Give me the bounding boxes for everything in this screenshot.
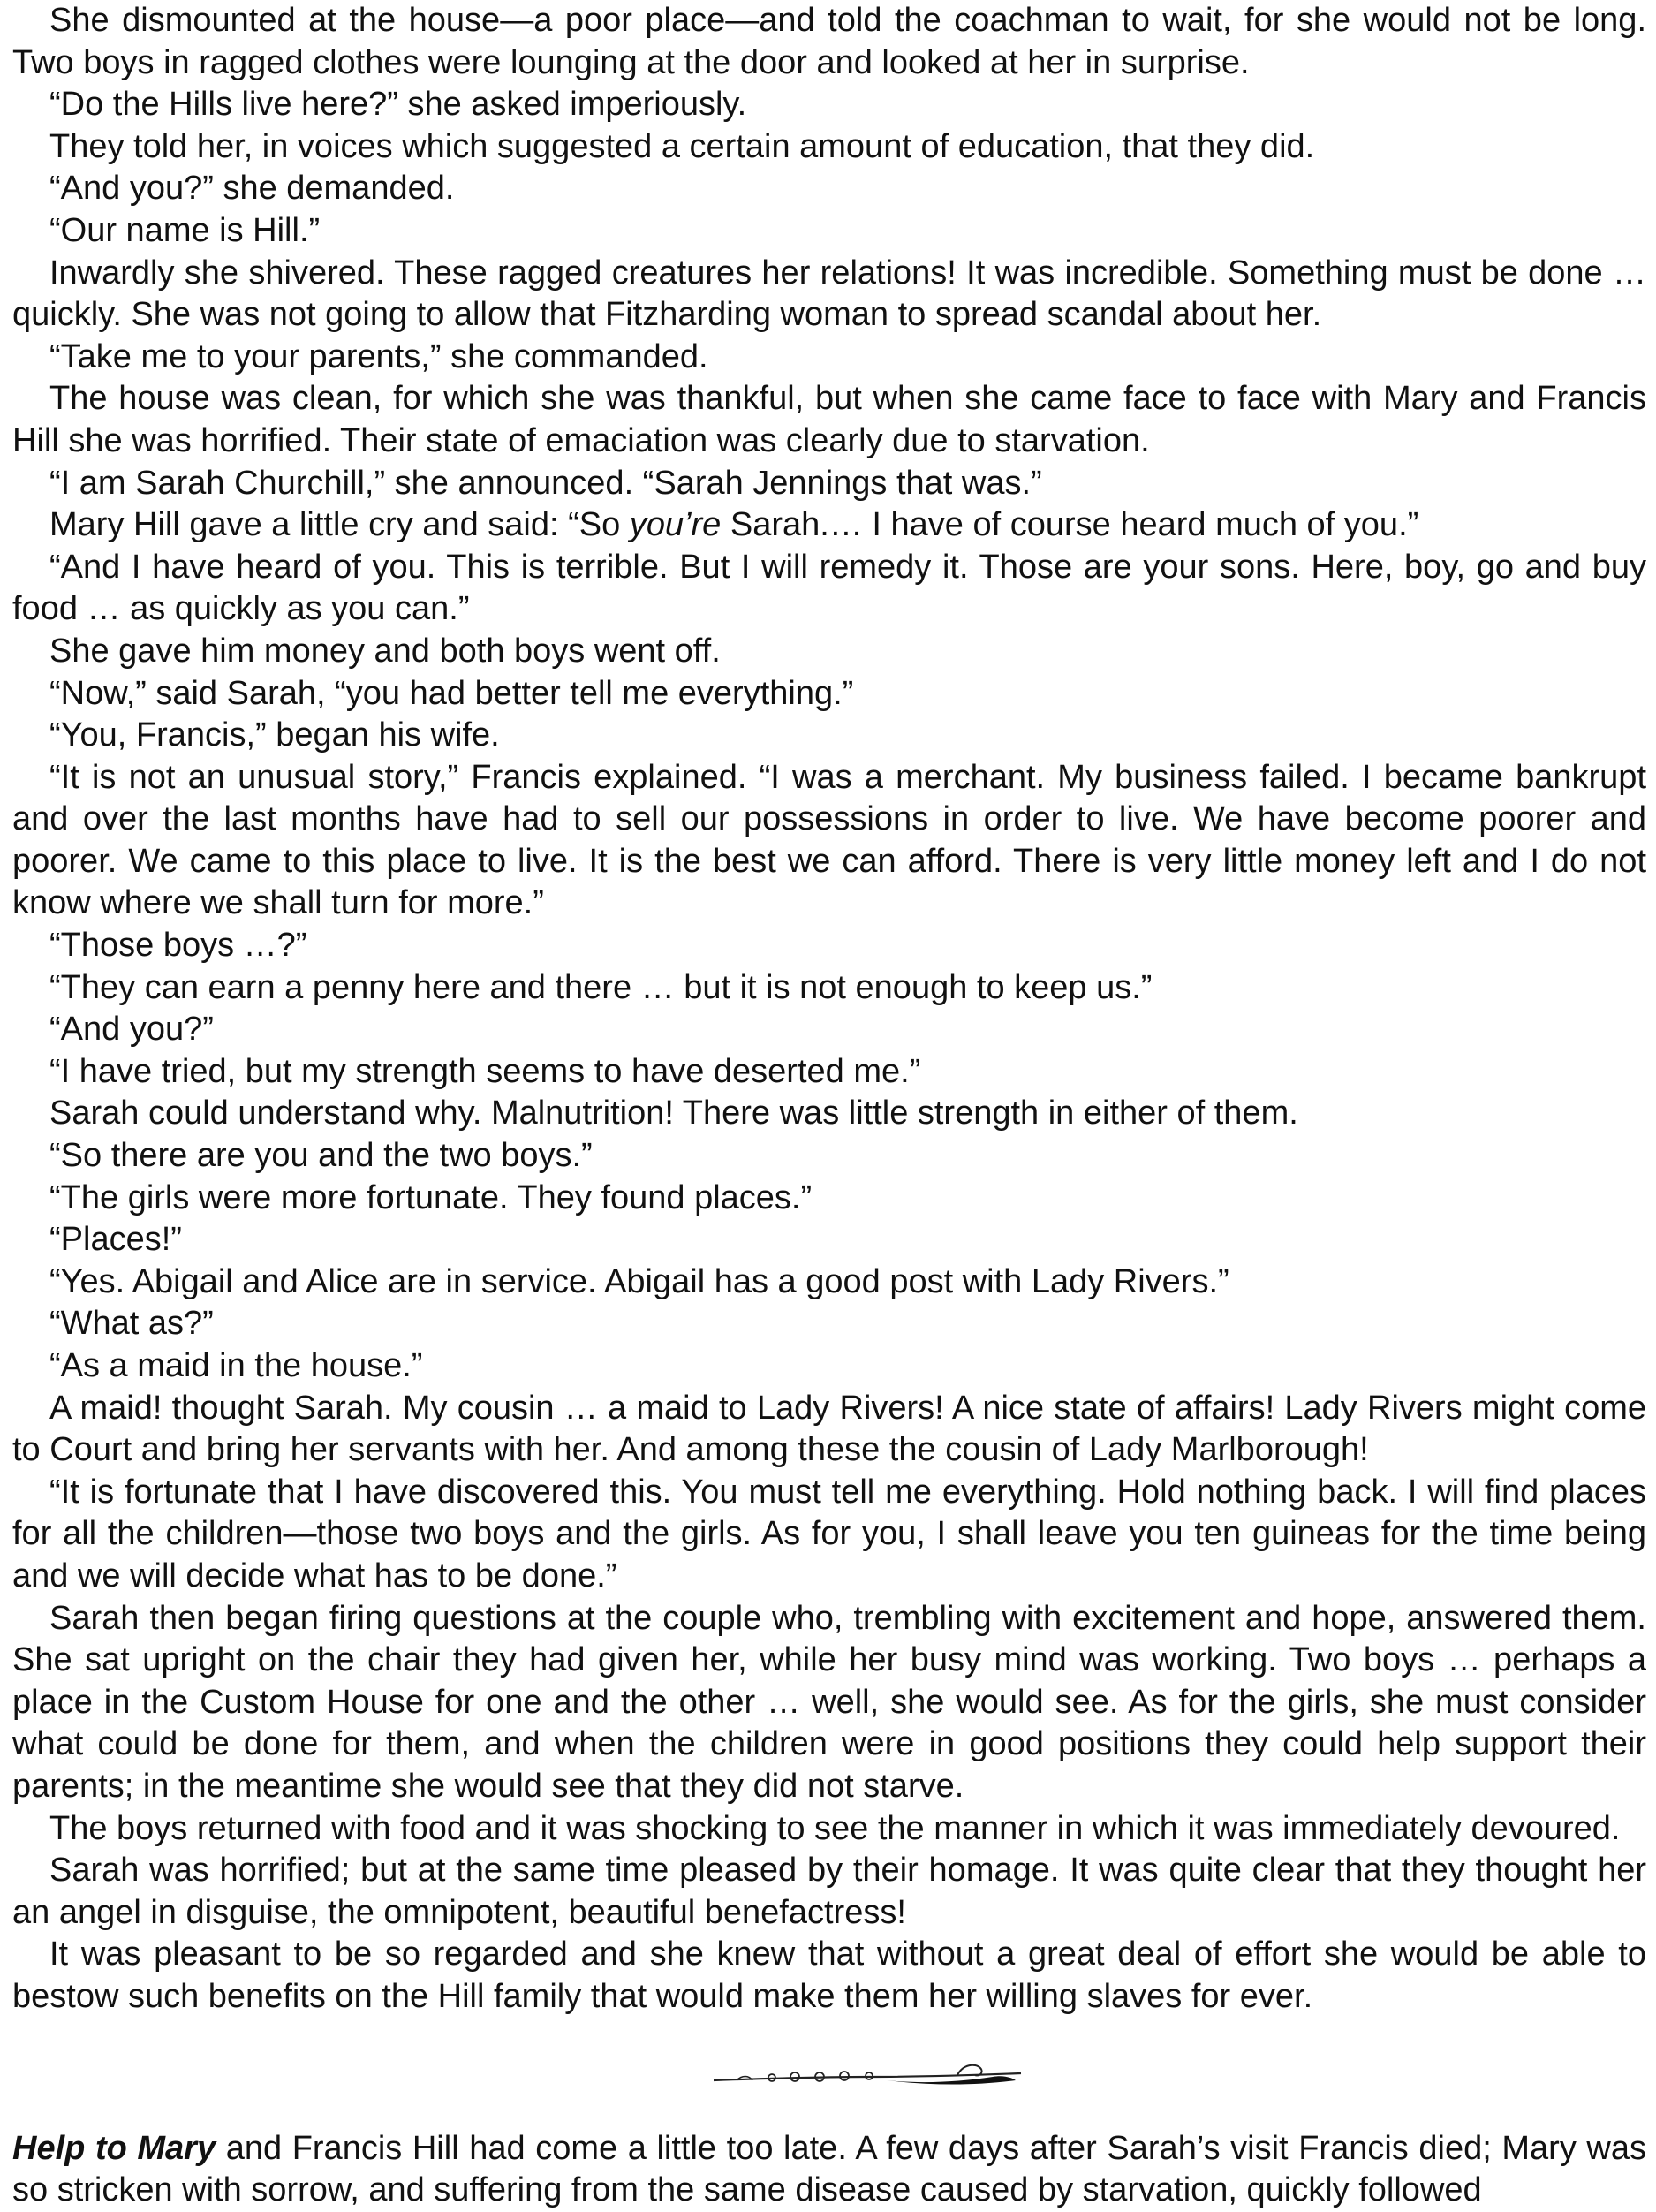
paragraph: “It is fortunate that I have discovered this. You must tell me everything. Hold nothing back. I will find places for all the children—those two boys and the girls. As for you, I shall leave you ten guineas for the time being and we will decide what has to be done.”: [12, 1473, 1646, 1595]
paragraph: “Places!”: [49, 1221, 182, 1259]
paragraph: “As a maid in the house.”: [49, 1347, 423, 1384]
paragraph: “Take me to your parents,” she commanded.: [49, 337, 708, 375]
paragraph: “You, Francis,” began his wife.: [49, 716, 500, 754]
paragraph: “And you?”: [49, 1011, 214, 1049]
paragraph: Sarah then began firing questions at the couple who, trembling with excitement and hope, answered them. She sat upright on the chair they had given her, while her busy mind was working. Two boys … perhaps a place in the Custom House for one and the other … well, she would see. As for the girls, she must consider what could be done for them, and when the children were in good positions they could help support their parents; in the meantime she would see that they did not starve.: [12, 1599, 1646, 1805]
paragraph: The house was clean, for which she was thankful, but when she came face to face with Mary and Francis Hill she was horrified. Their state of emaciation was clearly due to starvation.: [12, 380, 1646, 459]
paragraph: “Now,” said Sarah, “you had better tell me everything.”: [49, 674, 854, 712]
paragraph: “What as?”: [49, 1305, 214, 1343]
paragraph: It was pleasant to be so regarded and she knew that without a great deal of effort she would be able to bestow such benefits on the Hill family that would make them her willing slaves for ever.: [12, 1936, 1646, 2015]
paragraph: She dismounted at the house—a poor place—and told the coachman to wait, for she would not be long. Two boys in ragged clothes were lounging at the door and looked at her in surprise.: [12, 2, 1646, 81]
paragraph: “They can earn a penny here and there … but it is not enough to keep us.”: [49, 968, 1153, 1006]
paragraph: “Do the Hills live here?” she asked imperiously.: [49, 86, 747, 124]
paragraph: “Our name is Hill.”: [49, 211, 321, 249]
paragraph: “Yes. Abigail and Alice are in service. Abigail has a good post with Lady Rivers.”: [49, 1262, 1229, 1300]
paragraph: “I am Sarah Churchill,” she announced. “Sarah Jennings that was.”: [49, 464, 1042, 502]
flourish-ornament-icon: [710, 2057, 1028, 2093]
paragraph: “The girls were more fortunate. They found places.”: [49, 1178, 813, 1216]
paragraph: “And you?” she demanded.: [49, 170, 455, 208]
emphasis-text: you’re: [629, 506, 722, 544]
paragraph: “And I have heard of you. This is terrible. But I will remedy it. Those are your sons. Here, boy, go and buy food … as quickly as you can.”: [12, 548, 1646, 628]
paragraph-with-emphasis: [12, 504, 1646, 547]
paragraph: A maid! thought Sarah. My cousin … a maid to Lady Rivers! A nice state of affairs! Lady Rivers might come to Court and bring her servants with her. And among these the cousin of Lady Marlborough!: [12, 1389, 1646, 1469]
paragraph: They told her, in voices which suggested a certain amount of education, that they did.: [49, 127, 1315, 165]
lead-in-text: Help to Mary: [12, 2129, 216, 2167]
paragraph: Sarah was horrified; but at the same time pleased by their homage. It was quite clear that they thought her an angel in disguise, the omnipotent, beautiful benefactress!: [12, 1852, 1646, 1931]
paragraph-text: and Francis Hill had come a little too late. A few days after Sarah’s visit Francis died; Mary was so stricken with sorrow, and suffering from the same disease caused by starvation, quickly followed: [12, 2129, 1646, 2209]
paragraph: Sarah could understand why. Malnutrition! There was little strength in either of them.: [49, 1095, 1298, 1133]
book-page: [12, 0, 1646, 2212]
paragraph: The boys returned with food and it was shocking to see the manner in which it was immediately devoured.: [49, 1809, 1621, 1847]
paragraph: “It is not an unusual story,” Francis explained. “I was a merchant. My business failed. I became bankrupt and over the last months have had to sell our possessions in order to live. We have become poorer and poorer. We came to this place to live. It is the best we can afford. There is very little money left and I do not know where we shall turn for more.”: [12, 758, 1646, 922]
paragraph: “So there are you and the two boys.”: [49, 1137, 593, 1175]
final-paragraph: [12, 2128, 1646, 2212]
paragraph: “I have tried, but my strength seems to have deserted me.”: [49, 1052, 921, 1090]
paragraph: Inwardly she shivered. These ragged creatures her relations! It was incredible. Something must be done … quickly. She was not going to allow that Fitzharding woman to spread scandal about her.: [12, 254, 1646, 334]
paragraph: She gave him money and both boys went off.: [49, 632, 721, 670]
paragraph-text: Sarah.… I have of course heard much of you.”: [721, 506, 1419, 544]
paragraph-text: Mary Hill gave a little cry and said: “So: [49, 506, 630, 544]
section-break: [12, 2019, 1646, 2128]
paragraph: “Those boys …?”: [49, 927, 307, 965]
